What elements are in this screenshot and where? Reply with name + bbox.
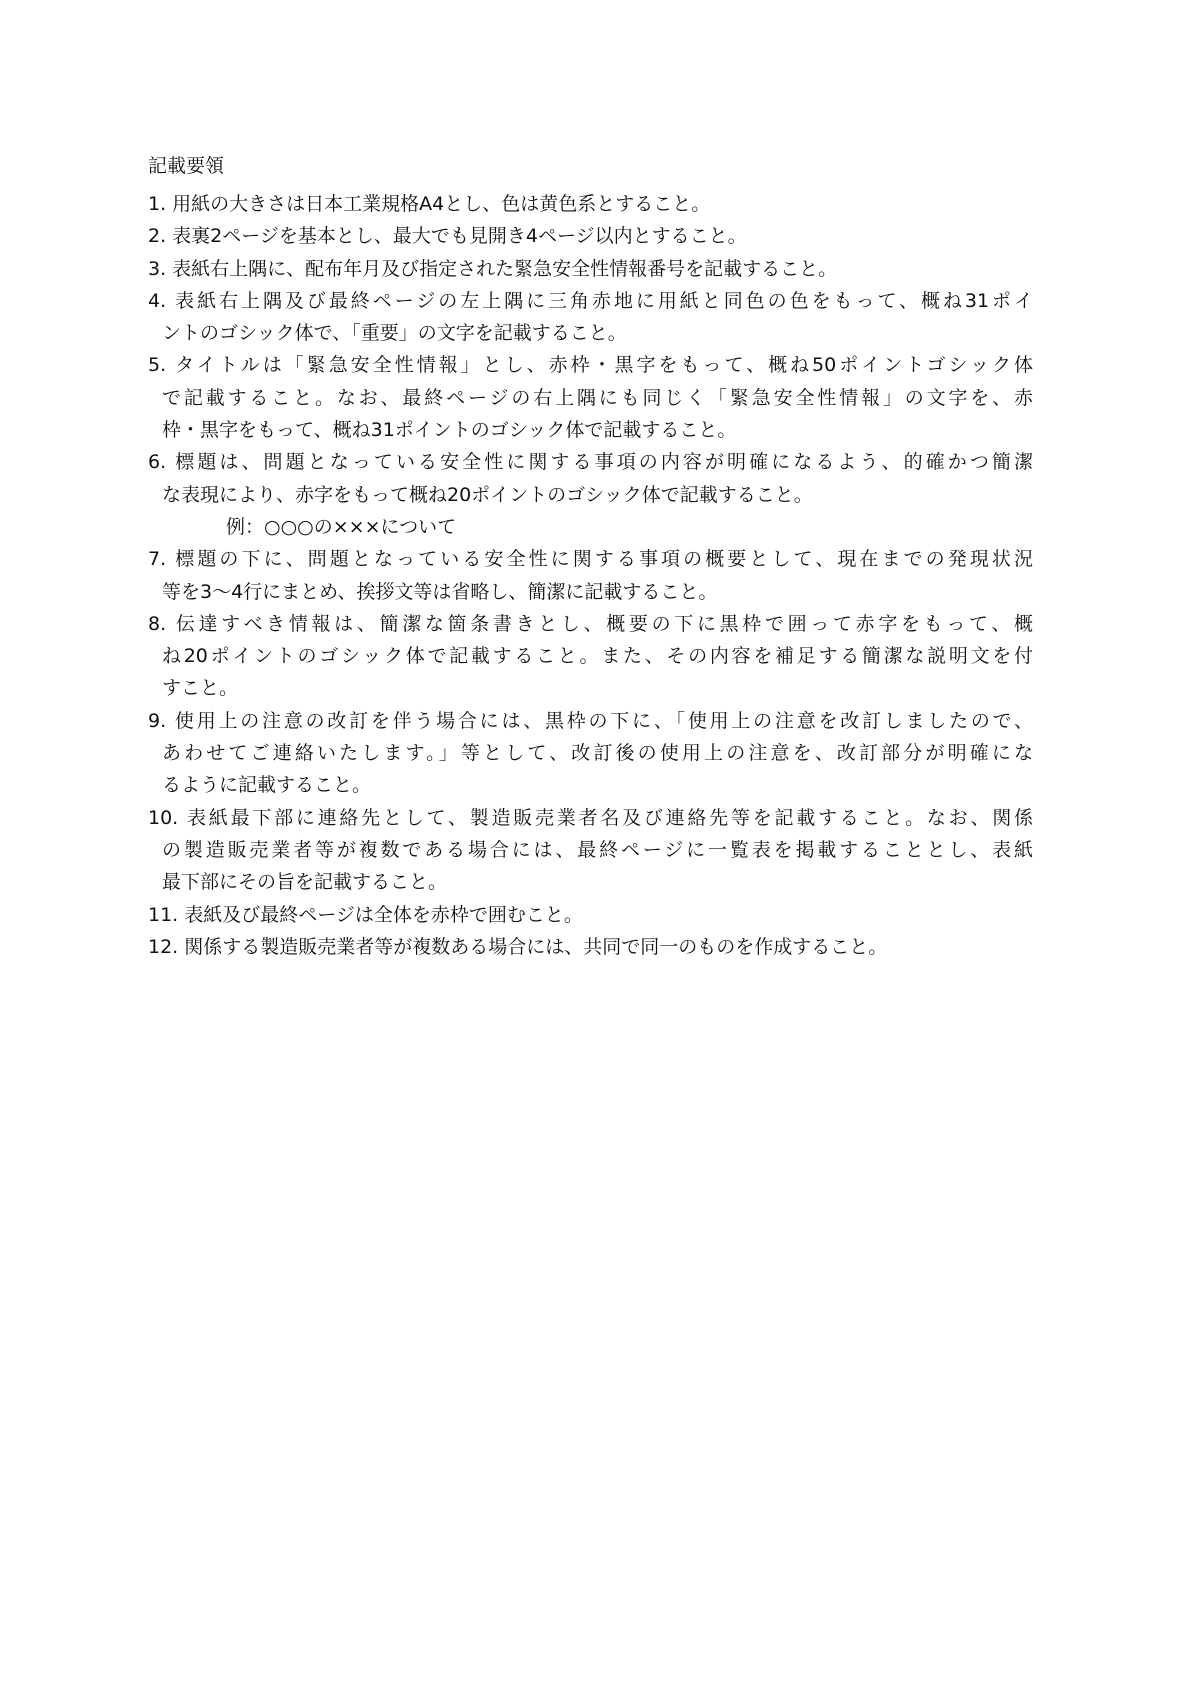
list-item-line: ントのゴシック体で、「重要」の文字を記載すること。 bbox=[162, 322, 627, 345]
list-item-line: 等を3～4行にまとめ、挨拶文等は省略し、簡潔に記載すること。 bbox=[162, 580, 718, 603]
list-item-line: るように記載すること。 bbox=[162, 774, 372, 797]
instruction-list bbox=[148, 188, 1033, 963]
list-item bbox=[148, 802, 1033, 899]
list-item-line: の製造販売業者等が複数である場合には、最終ページに一覧表を掲載することとし、表紙 bbox=[162, 838, 1033, 861]
list-item-line: 2. 表裏2ページを基本とし、最大でも見開き4ページ以内とすること。 bbox=[148, 225, 747, 248]
list-item bbox=[148, 220, 1033, 252]
document-title: 記載要領 bbox=[148, 155, 225, 177]
list-item bbox=[148, 931, 1033, 963]
list-item-line: 5. タイトルは「緊急安全性情報」とし、赤枠・黒字をもって、概ね50ポイントゴシック体 bbox=[148, 354, 1033, 377]
list-item-line: 最下部にその旨を記載すること。 bbox=[162, 871, 448, 894]
list-item bbox=[148, 253, 1033, 285]
list-item-line: 8. 伝達すべき情報は、簡潔な箇条書きとし、概要の下に黒枠で囲って赤字をもって、概 bbox=[148, 612, 1033, 635]
list-item bbox=[148, 608, 1033, 705]
list-item-line: あわせてご連絡いたします。」等として、改訂後の使用上の注意を、改訂部分が明確にな bbox=[162, 742, 1033, 765]
list-item bbox=[148, 899, 1033, 931]
list-item bbox=[148, 188, 1033, 220]
list-item-line: 4. 表紙右上隅及び最終ページの左上隅に三角赤地に用紙と同色の色をもって、概ね31ポイ bbox=[148, 289, 1033, 312]
list-item-line: 10. 表紙最下部に連絡先として、製造販売業者名及び連絡先等を記載すること。なお、関係 bbox=[148, 806, 1033, 829]
list-item bbox=[148, 349, 1033, 446]
example-line: 例：○○○の×××について bbox=[226, 515, 457, 538]
list-item-line: で記載すること。なお、最終ページの右上隅にも同じく「緊急安全性情報」の文字を、赤 bbox=[162, 386, 1033, 409]
list-item-line: すこと。 bbox=[162, 677, 239, 700]
list-item-line: 7. 標題の下に、問題となっている安全性に関する事項の概要として、現在までの発現状況 bbox=[148, 548, 1033, 571]
list-item bbox=[148, 446, 1033, 543]
list-item bbox=[148, 543, 1033, 608]
list-item bbox=[148, 705, 1033, 802]
list-item-line: ね20ポイントのゴシック体で記載すること。また、その内容を補足する簡潔な説明文を付 bbox=[162, 645, 1033, 668]
list-item-line: 11. 表紙及び最終ページは全体を赤枠で囲むこと。 bbox=[148, 903, 583, 926]
list-item-line: 12. 関係する製造販売業者等が複数ある場合には、共同で同一のものを作成すること。 bbox=[148, 935, 888, 958]
list-item-line: 3. 表紙右上隅に、配布年月及び指定された緊急安全性情報番号を記載すること。 bbox=[148, 257, 838, 280]
list-item-line: 6. 標題は、問題となっている安全性に関する事項の内容が明確になるよう、的確かつ簡潔 bbox=[148, 451, 1033, 474]
list-item-line: 1. 用紙の大きさは日本工業規格A4とし、色は黄色系とすること。 bbox=[148, 193, 711, 215]
list-item bbox=[148, 285, 1033, 350]
list-item-line: 9. 使用上の注意の改訂を伴う場合には、黒枠の下に、「使用上の注意を改訂しましたので、 bbox=[148, 709, 1033, 732]
list-item-line: な表現により、赤字をもって概ね20ポイントのゴシック体で記載すること。 bbox=[162, 483, 813, 506]
list-item-line: 枠・黒字をもって、概ね31ポイントのゴシック体で記載すること。 bbox=[162, 419, 737, 442]
